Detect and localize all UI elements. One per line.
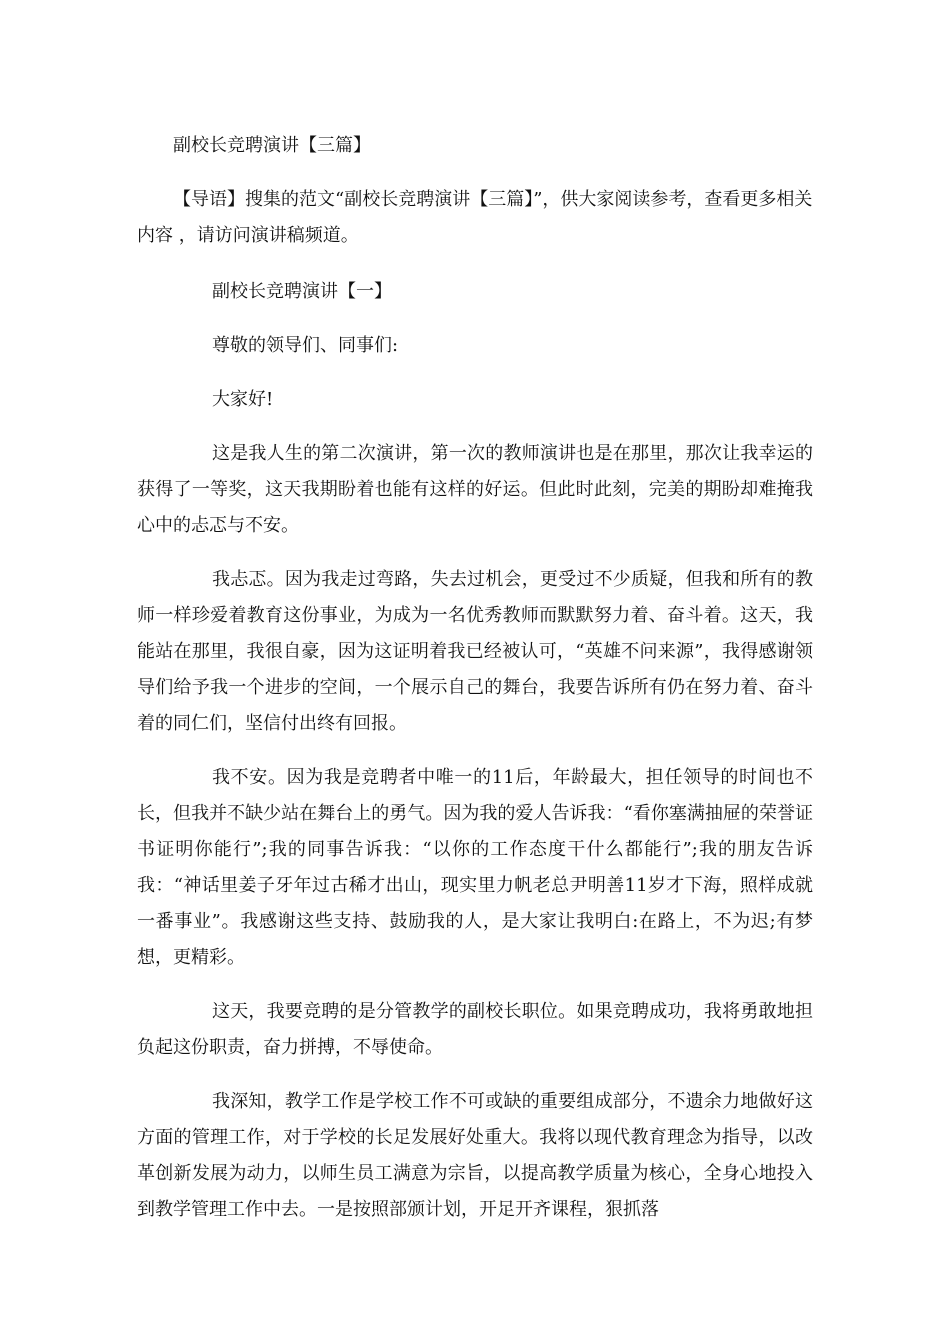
document-page	[137, 128, 813, 1246]
body-paragraph-5: 我深知，教学工作是学校工作不可或缺的重要组成部分，不遗余力地做好这方面的管理工作，对于学校的长足发展好处重大。我将以现代教育理念为指导，以改革创新发展为动力，以师生员工满意为宗旨，以提高教学质量为核心，全身心地投入到教学管理工作中去。一是按照部颁计划，开足开齐课程，狠抓落	[137, 1091, 813, 1220]
body-paragraph-1: 这是我人生的第二次演讲，第一次的教师演讲也是在那里，那次让我幸运的获得了一等奖，这天我期盼着也能有这样的好运。但此时此刻，完美的期盼却难掩我心中的忐忑与不安。	[137, 443, 813, 536]
salutation: 尊敬的领导们、同事们:	[212, 335, 399, 356]
greeting: 大家好!	[212, 389, 274, 410]
body-paragraph-4: 这天，我要竞聘的是分管教学的副校长职位。如果竞聘成功，我将勇敢地担负起这份职责，奋力拼搏，不辱使命。	[137, 1001, 813, 1058]
section-title: 副校长竞聘演讲【一】	[212, 281, 392, 302]
body-paragraph-2: 我忐忑。因为我走过弯路，失去过机会，更受过不少质疑，但我和所有的教师一样珍爱着教育这份事业，为成为一名优秀教师而默默努力着、奋斗着。这天，我能站在那里，我很自豪，因为这证明着我已经被认可，“英雄不问来源”，我得感谢领导们给予我一个进步的空间，一个展示自己的舞台，我要告诉所有仍在努力着、奋斗着的同仁们，坚信付出终有回报。	[137, 569, 813, 734]
body-paragraph-3: 我不安。因为我是竞聘者中唯一的11后，年龄最大，担任领导的时间也不长，但我并不缺少站在舞台上的勇气。因为我的爱人告诉我：“看你塞满抽屉的荣誉证书证明你能行”;我的同事告诉我：“以你的工作态度干什么都能行”;我的朋友告诉我：“神话里姜子牙年过古稀才出山，现实里力帆老总尹明善11岁才下海，照样成就一番事业”。我感谢这些支持、鼓励我的人，是大家让我明白:在路上，不为迟;有梦想，更精彩。	[137, 767, 813, 968]
intro-paragraph: 【导语】搜集的范文“副校长竞聘演讲【三篇】”，供大家阅读参考，查看更多相关内容 ，请访问演讲稿频道。	[137, 189, 813, 246]
document-title: 副校长竞聘演讲【三篇】	[173, 135, 371, 156]
